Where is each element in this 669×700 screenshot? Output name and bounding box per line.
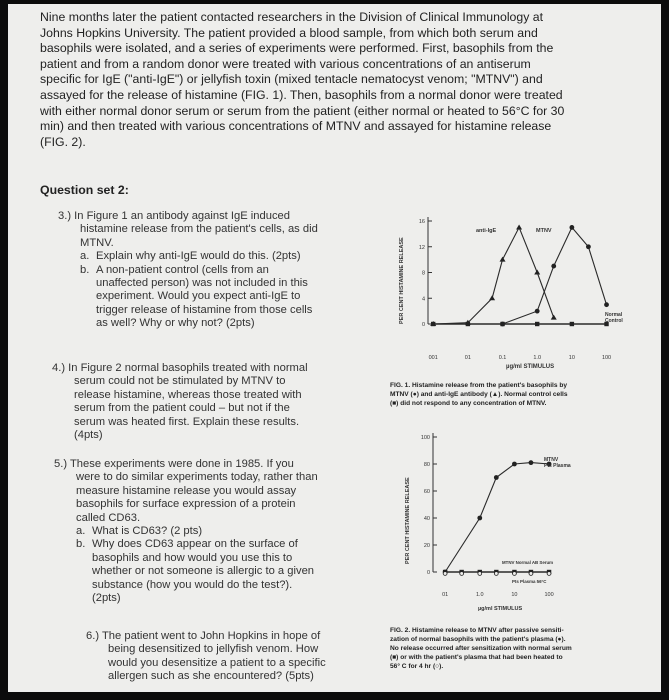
- question-set-title: Question set 2:: [40, 183, 129, 197]
- figure-1-chart: [388, 204, 638, 376]
- q5-line: basophils for surface expression of a protein: [76, 498, 296, 511]
- intro-line: Nine months later the patient contacted researchers in the Division of Clinical Immunology at: [40, 10, 544, 24]
- fig2-normal-label: MTNV Normal AB Serum: [502, 560, 554, 565]
- data-point-circle: [529, 460, 534, 465]
- q3b-label: b.: [80, 263, 90, 276]
- question-3: [58, 210, 318, 331]
- q5b-line: basophils and how would you use this to: [92, 551, 293, 564]
- data-point-square: [466, 322, 470, 326]
- data-point-circle: [477, 516, 482, 521]
- q3a-label: a.: [80, 250, 90, 263]
- q5b: [54, 538, 318, 551]
- data-point-triangle: [534, 270, 540, 275]
- q3b-text: A non-patient control (cells from an: [96, 263, 269, 276]
- fig2-caption-line: No release occurred after sensitization with normal serum: [390, 645, 572, 652]
- fig1-caption-line: (■) did not respond to any concentration of MTNV.: [390, 400, 547, 407]
- y-tick-label: 60: [423, 489, 430, 495]
- data-point-square: [535, 322, 539, 326]
- fig1-caption-line: MTNV (●) and anti-IgE antibody (▲). Normal control cells: [390, 391, 568, 398]
- q3b-line: as well? Why or why not? (2pts): [96, 317, 255, 330]
- data-point-open-circle: [443, 572, 447, 576]
- data-point-circle: [494, 475, 499, 480]
- data-point-triangle: [500, 257, 506, 262]
- data-point-circle: [551, 264, 556, 269]
- y-tick-label: 8: [421, 270, 425, 277]
- x-tick-label: 001: [428, 355, 438, 361]
- data-point-open-circle: [529, 572, 533, 576]
- q4-line: (4pts): [74, 429, 103, 442]
- y-tick-label: 4: [421, 296, 425, 303]
- data-point-open-circle: [460, 572, 464, 576]
- data-point-square: [500, 322, 504, 326]
- fig2-ylabel: PER CENT HISTAMINE RELEASE: [405, 477, 411, 564]
- figure-2-chart: [396, 424, 636, 619]
- q5a-text: What is CD63? (2 pts): [92, 525, 203, 538]
- data-point-circle: [604, 302, 609, 307]
- y-tick-label: 100: [420, 435, 430, 441]
- q5-line: called CD63.: [76, 511, 141, 524]
- x-tick-label: 1.0: [533, 355, 542, 361]
- intro-line: basophils were isolated, and a series of experiments were performed. First, basophils from the: [40, 41, 554, 56]
- q3-line: 3.) In Figure 1 an antibody against IgE induced: [58, 210, 290, 222]
- question-4: [52, 362, 308, 442]
- x-tick-label: 100: [544, 592, 554, 598]
- data-point-square: [570, 322, 574, 326]
- intro-paragraph: [40, 10, 630, 150]
- q4-line: serum could not be stimulated by MTNV to: [74, 375, 286, 388]
- x-tick-label: 1.0: [475, 592, 484, 598]
- data-point-open-circle: [494, 572, 498, 576]
- q3b-line: experiment. Would you expect anti-IgE to: [96, 290, 301, 303]
- q5-line: measure histamine release you would assay: [76, 484, 297, 497]
- fig2-xlabel: µg/ml STIMULUS: [478, 606, 523, 612]
- x-tick-label: 10: [568, 355, 575, 361]
- y-tick-label: 0: [426, 570, 430, 576]
- fig1-control-label: Control: [605, 318, 623, 324]
- y-tick-label: 0: [421, 322, 425, 328]
- data-point-circle: [535, 309, 540, 314]
- q3a: [58, 250, 318, 263]
- intro-line: Johns Hopkins University. The patient provided a blood sample, from which both serum and: [40, 25, 538, 40]
- fig1-normal-label: Normal: [605, 312, 623, 318]
- x-tick-label: 0.1: [498, 355, 507, 361]
- fig1-mtnv-label: MTNV: [536, 228, 552, 234]
- fig2-caption-line: FIG. 2. Histamine release to MTNV after passive sensiti-: [390, 627, 564, 634]
- q5b-line: substance (how you would do the test?).: [92, 578, 293, 591]
- fig2-heated-label: Pts Plasma 56°C: [512, 579, 547, 584]
- q3b-line: unaffected person) was not included in this: [96, 277, 308, 290]
- q5-line: were to do similar experiments today, rather than: [76, 471, 318, 484]
- intro-line: patient and from a random donor were treated with various concentrations of an antiserum: [40, 56, 531, 71]
- document-page: [8, 4, 661, 692]
- fig1-caption-line: FIG. 1. Histamine release from the patient's basophils by: [390, 382, 568, 389]
- q5b-label: b.: [76, 538, 86, 551]
- intro-line: with either normal donor serum or serum from the patient (either normal or heated to 56°C for 30: [40, 103, 565, 118]
- intro-line: assayed for the release of histamine (FIG. 1). Then, basophils from a normal donor were treated: [40, 87, 563, 102]
- q5b-line: whether or not someone is allergic to a given: [92, 565, 315, 578]
- q3a-text: Explain why anti-IgE would do this. (2pts): [96, 250, 301, 263]
- q5b-text: Why does CD63 appear on the surface of: [92, 538, 298, 551]
- data-point-open-circle: [513, 572, 517, 576]
- q5b-line: (2pts): [92, 592, 121, 605]
- q6-line: allergen such as she encountered? (5pts): [108, 670, 314, 683]
- y-tick-label: 12: [418, 244, 425, 251]
- q4-line: serum was heated first. Explain these results.: [74, 415, 300, 428]
- data-point-circle: [512, 462, 517, 467]
- fig2-caption-line: (■) or with the patient's plasma that had been heated to: [390, 654, 563, 661]
- fig1-marks: [430, 224, 609, 326]
- q5a-label: a.: [76, 525, 86, 538]
- q3-line: MTNV.: [80, 236, 114, 249]
- question-5: [54, 458, 318, 605]
- fig1-axes: [419, 217, 611, 361]
- fig1-antiige-label: anti-IgE: [476, 228, 497, 234]
- figure-1-caption: [390, 381, 568, 408]
- fig1-ylabel: PER CENT HISTAMINE RELEASE: [399, 237, 405, 324]
- q4-line: 4.) In Figure 2 normal basophils treated with normal: [52, 362, 308, 374]
- data-point-triangle: [516, 224, 522, 229]
- x-tick-label: 01: [464, 355, 471, 361]
- data-point-square: [431, 322, 435, 326]
- data-point-open-circle: [478, 572, 482, 576]
- q5a: [54, 525, 318, 538]
- q6-line: 6.) The patient went to John Hopkins in hope of: [86, 630, 321, 642]
- fig2-ptsplasma-label: Pts Plasma: [544, 463, 571, 469]
- y-tick-label: 40: [423, 516, 430, 522]
- fig2-mtnv-label: MTNV: [544, 457, 559, 463]
- x-tick-label: 100: [601, 355, 612, 361]
- intro-line: specific for IgE ("anti-IgE") or jellyfish toxin (mixed tentacle nematocyst venom; "MTNV") and: [40, 72, 543, 87]
- fig2-caption-line: 56° C for 4 hr (○).: [390, 663, 444, 670]
- fig1-xlabel: µg/ml STIMULUS: [506, 364, 555, 370]
- q6-line: would you desensitize a patient to a specific: [108, 656, 326, 669]
- question-6: [86, 630, 326, 684]
- series-line: [503, 227, 607, 324]
- fig2-axes: [421, 433, 554, 598]
- x-tick-label: 10: [511, 592, 518, 598]
- q3b-line: trigger release of histamine from those cells: [96, 303, 313, 316]
- fig2-marks: [443, 460, 552, 575]
- q3b: [58, 264, 318, 277]
- data-point-triangle: [551, 315, 557, 320]
- fig2-caption-line: zation of normal basophils with the patient's plasma (●).: [390, 636, 566, 643]
- y-tick-label: 80: [423, 462, 430, 468]
- data-point-circle: [569, 225, 574, 230]
- q3-line: histamine release from the patient's cells, as did: [80, 223, 318, 236]
- q6-line: being desensitized to jellyfish venom. How: [108, 643, 319, 656]
- intro-line: min) and then treated with various concentrations of MTNV and assayed for histamine release: [40, 119, 552, 134]
- data-point-triangle: [489, 295, 495, 300]
- intro-line: (FIG. 2).: [40, 134, 86, 149]
- figure-2-caption: [390, 626, 572, 671]
- y-tick-label: 20: [423, 543, 430, 549]
- data-point-circle: [586, 244, 591, 249]
- q5-line: 5.) These experiments were done in 1985. If you: [54, 458, 294, 470]
- q4-line: release histamine, whereas those treated with: [74, 388, 302, 401]
- q4-line: serum from the patient could – but not if the: [74, 402, 290, 415]
- x-tick-label: 01: [442, 592, 449, 598]
- y-tick-label: 16: [418, 219, 425, 225]
- data-point-open-circle: [547, 572, 551, 576]
